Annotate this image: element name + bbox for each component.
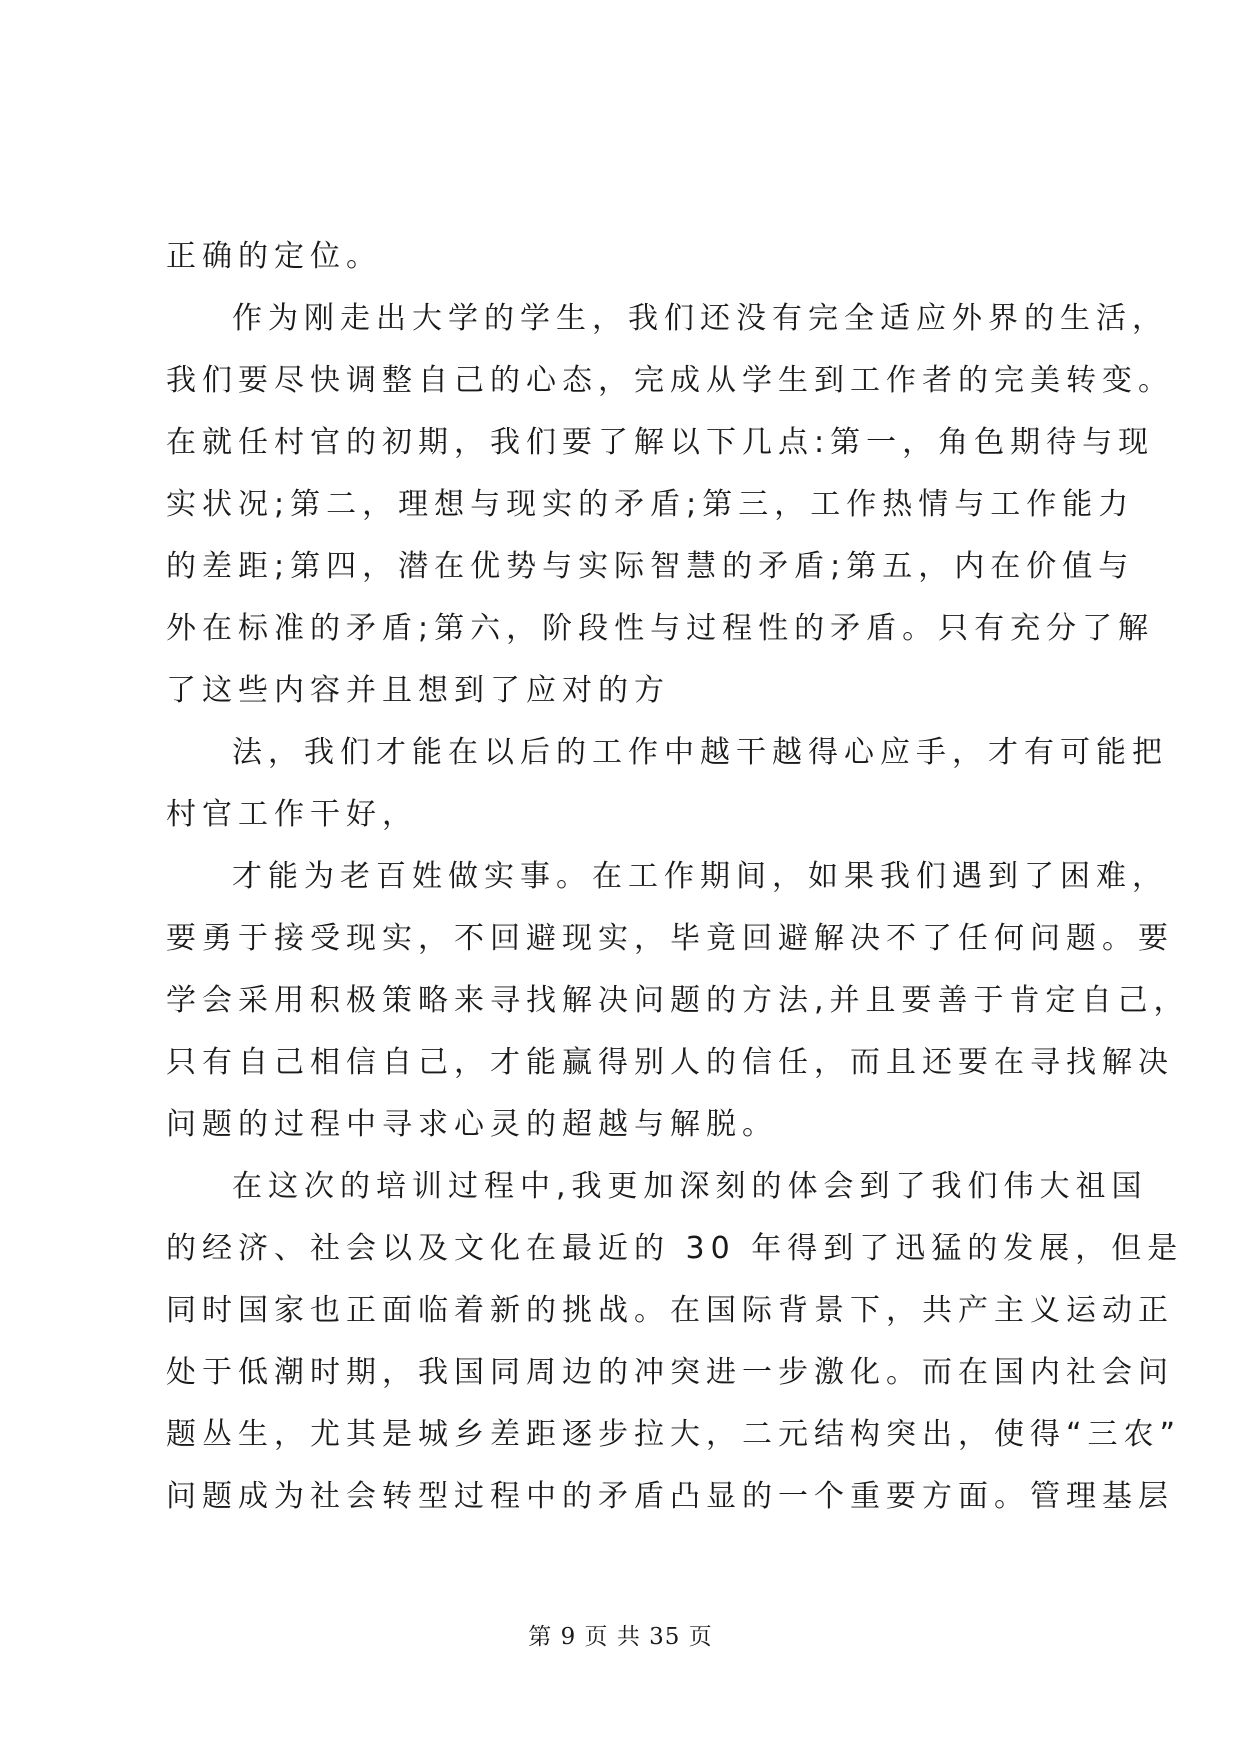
document-body	[166, 226, 1190, 1528]
text-line-16: 在这次的培训过程中,我更加深刻的体会到了我们伟大祖国	[232, 1169, 1148, 1204]
text-line-7: 外在标准的矛盾;第六，阶段性与过程性的矛盾。只有充分了解	[166, 611, 1155, 646]
text-line-9: 法，我们才能在以后的工作中越干越得心应手，才有可能把	[232, 735, 1168, 770]
text-line-11: 才能为老百姓做实事。在工作期间，如果我们遇到了困难，	[232, 859, 1168, 894]
text-line-17: 的经济、社会以及文化在最近的 30 年得到了迅猛的发展，但是	[166, 1231, 1184, 1266]
text-line-18: 同时国家也正面临着新的挑战。在国际背景下，共产主义运动正	[166, 1293, 1174, 1328]
page-number-footer: 第 9 页 共 35 页	[528, 1624, 713, 1650]
text-line-20: 题丛生，尤其是城乡差距逐步拉大，二元结构突出，使得“三农”	[166, 1417, 1182, 1452]
text-line-8: 了这些内容并且想到了应对的方	[166, 673, 670, 708]
text-line-21: 问题成为社会转型过程中的矛盾凸显的一个重要方面。管理基层	[166, 1479, 1174, 1514]
text-line-5: 实状况;第二，理想与现实的矛盾;第三，工作热情与工作能力	[166, 487, 1135, 522]
text-line-10: 村官工作干好，	[166, 797, 418, 832]
text-line-4: 在就任村官的初期，我们要了解以下几点:第一，角色期待与现	[166, 425, 1155, 460]
text-line-3: 我们要尽快调整自己的心态，完成从学生到工作者的完美转变。	[166, 363, 1174, 398]
text-line-14: 只有自己相信自己，才能赢得别人的信任，而且还要在寻找解决	[166, 1045, 1174, 1080]
text-line-6: 的差距;第四，潜在优势与实际智慧的矛盾;第五，内在价值与	[166, 549, 1135, 584]
text-line-1: 正确的定位。	[166, 239, 382, 274]
text-line-2: 作为刚走出大学的学生，我们还没有完全适应外界的生活，	[232, 301, 1168, 336]
text-line-19: 处于低潮时期，我国同周边的冲突进一步激化。而在国内社会问	[166, 1355, 1174, 1390]
text-line-15: 问题的过程中寻求心灵的超越与解脱。	[166, 1107, 778, 1142]
text-line-13: 学会采用积极策略来寻找解决问题的方法,并且要善于肯定自己，	[166, 983, 1190, 1018]
text-line-12: 要勇于接受现实，不回避现实，毕竟回避解决不了任何问题。要	[166, 921, 1174, 956]
